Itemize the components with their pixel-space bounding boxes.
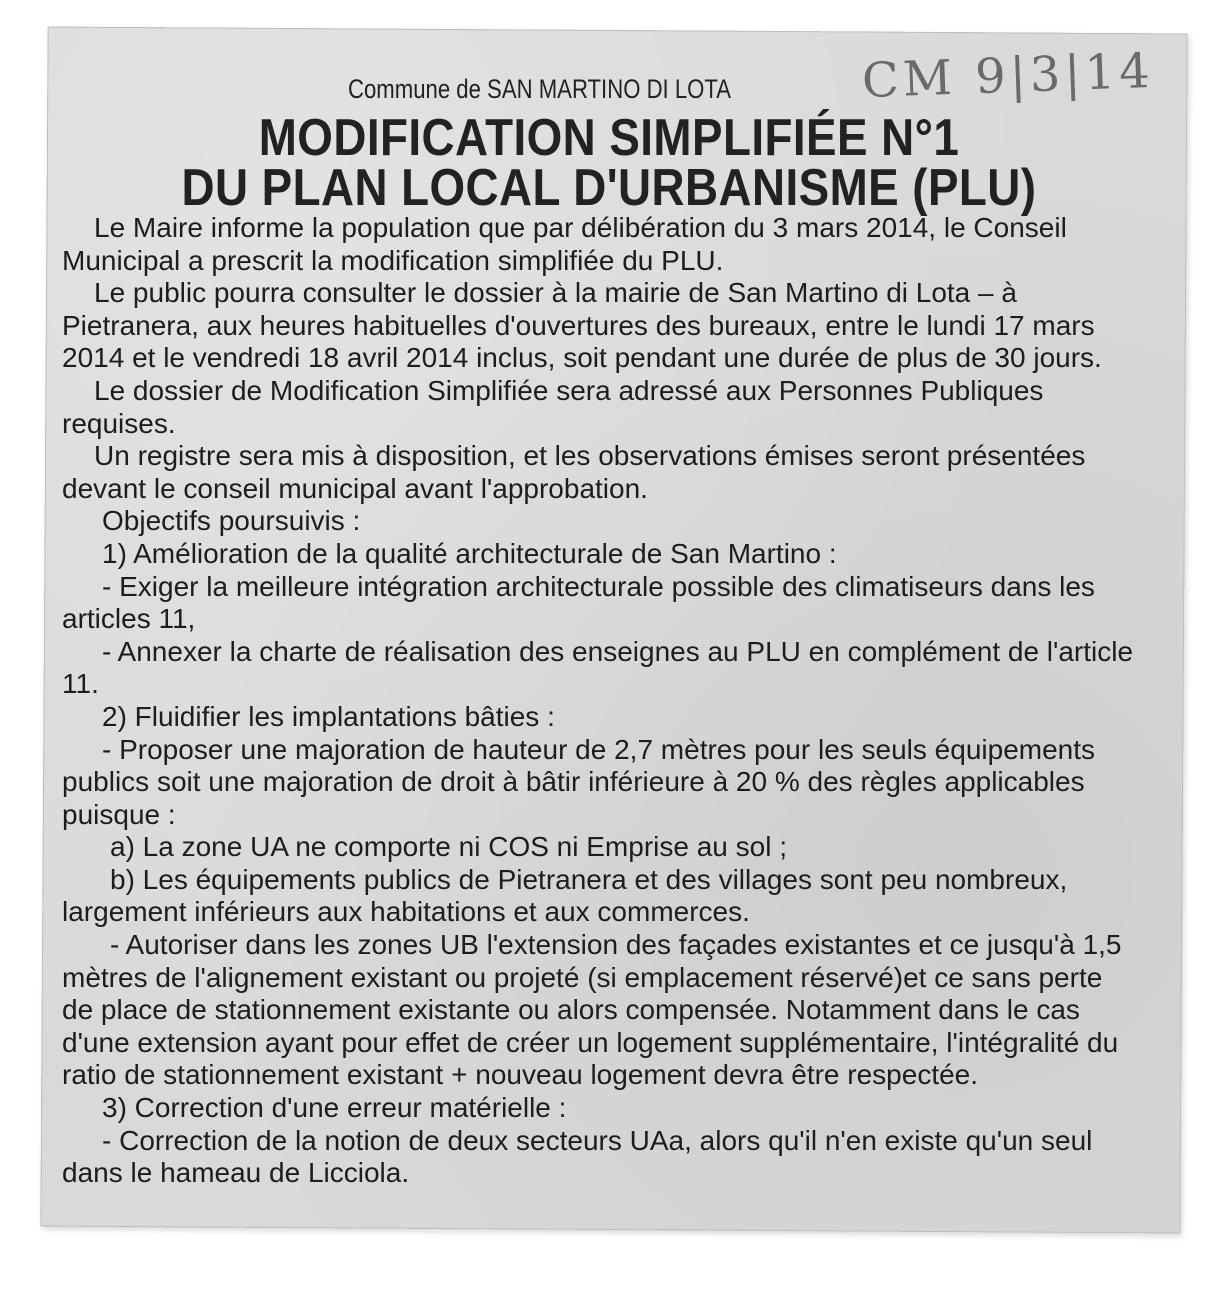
paragraph-dossier: Le dossier de Modification Simplifiée sera adressé aux Personnes Publiques requises. — [62, 374, 1044, 439]
paragraph-consultation: Le public pourra consulter le dossier à la mairie de San Martino di Lota – à Pietranera, aux heures habituelles d'ouvertures des bureaux, entre le lundi 17 mars 2014 et le vendredi 18 avril 2014 inclus, soit pendant une durée de plus de 30 jours. — [62, 277, 1102, 374]
notice-body — [62, 212, 1134, 1190]
objective-2-heading: 2) Fluidifier les implantations bâties : — [102, 700, 555, 732]
handwritten-annotation: CM 9|3|14 — [861, 42, 1155, 110]
objective-2-subitem-a: a) La zone UA ne comporte ni COS ni Emprise au sol ; — [110, 831, 787, 863]
objective-2-subitem-b: b) Les équipements publics de Pietranera et des villages sont peu nombreux, largement inférieurs aux habitations et aux commerces. — [62, 863, 1068, 928]
objective-3-heading: 3) Correction d'une erreur matérielle : — [102, 1092, 567, 1124]
objective-1-heading: 1) Amélioration de la qualité architecturale de San Martino : — [102, 537, 837, 569]
objective-1-item-a: - Exiger la meilleure intégration architecturale possible des climatiseurs dans les articles 11, — [62, 570, 1095, 635]
commune-header: Commune de SAN MARTINO DI LOTA — [348, 74, 732, 104]
objective-1-item-b: - Annexer la charte de réalisation des enseignes au PLU en complément de l'article 11. — [62, 635, 1134, 700]
objective-2-item-b: - Autoriser dans les zones UB l'extension des façades existantes et ce jusqu'à 1,5 mètres de l'alignement existant ou projeté (si emplacement réservé)et ce sans perte de place de stationnement existante ou alors compensée. Notamment dans le cas d'une extension ayant pour effet de créer un logement supplémentaire, l'intégralité du ratio de stationnement existant + nouveau logement devra être respectée. — [62, 929, 1122, 1091]
objective-3-item-a: - Correction de la notion de deux secteurs UAa, alors qu'il n'en existe qu'un seul dans le hameau de Licciola. — [62, 1124, 1093, 1189]
notice-title-line-1: MODIFICATION SIMPLIFIÉE N°1 — [258, 109, 960, 167]
paragraph-registre: Un registre sera mis à disposition, et les observations émises seront présentées devant le conseil municipal avant l'approbation. — [62, 440, 1086, 504]
paragraph-deliberation: Le Maire informe la population que par délibération du 3 mars 2014, le Conseil Municipal a prescrit la modification simplifiée du PLU. — [62, 212, 1067, 276]
notice-title-line-2: DU PLAN LOCAL D'URBANISME (PLU) — [181, 159, 1037, 217]
paragraph-objectifs-heading: Objectifs poursuivis : — [102, 505, 361, 537]
objective-2-item-a: - Proposer une majoration de hauteur de 2,7 mètres pour les seuls équipements publics soit une majoration de droit à bâtir inférieure à 20 % des règles applicables puisque : — [62, 733, 1096, 830]
